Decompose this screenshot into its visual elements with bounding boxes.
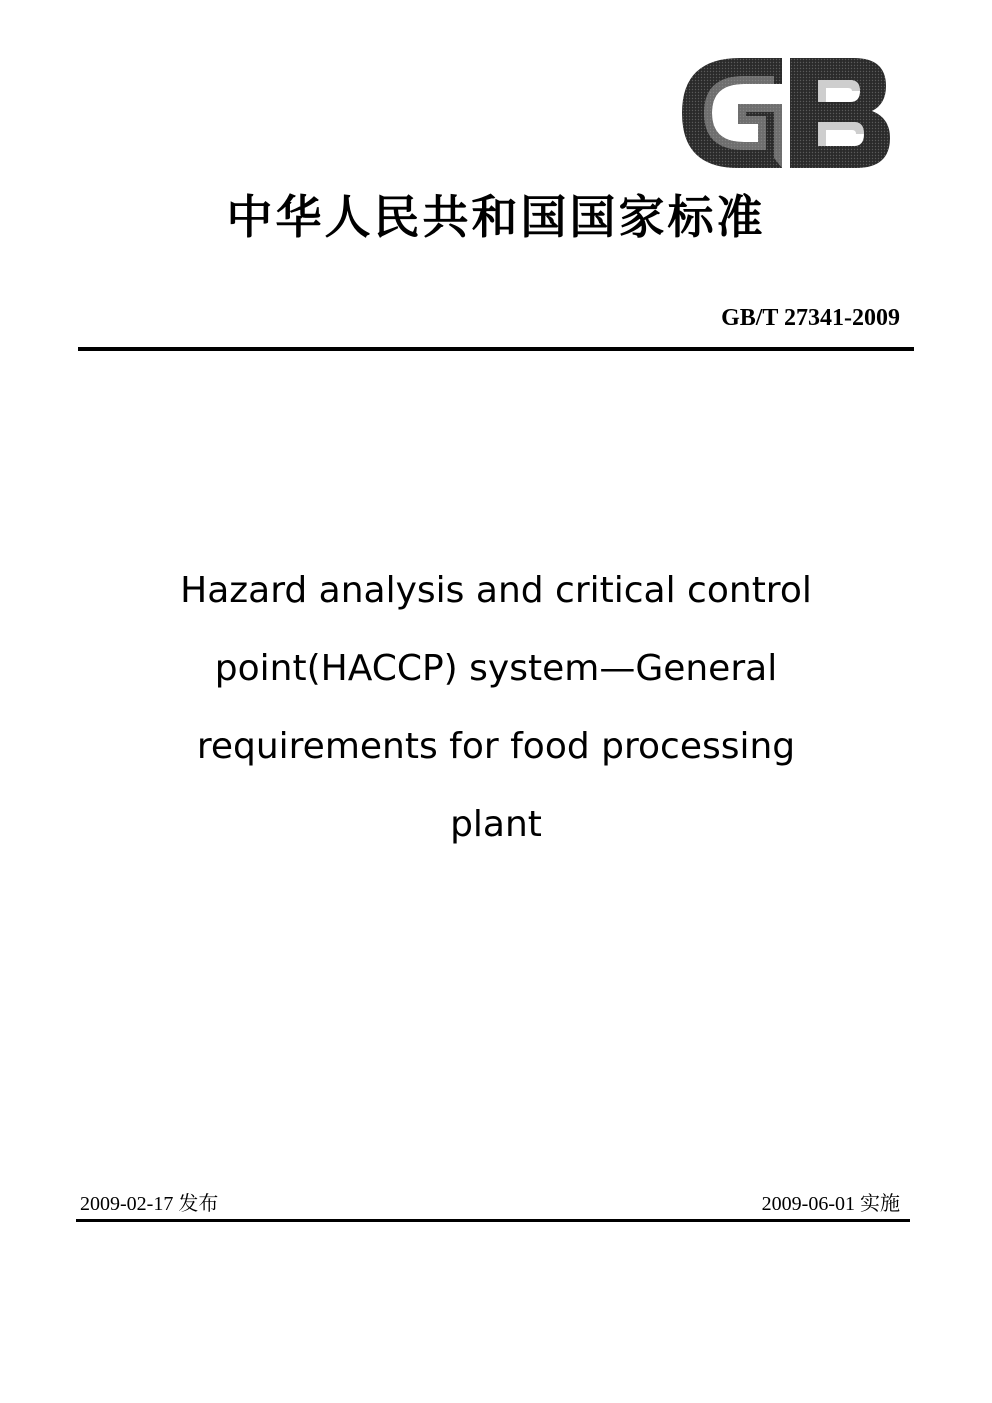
- document-title-line: plant: [450, 804, 542, 845]
- gb-logo-g: [682, 58, 782, 168]
- issued-date: 2009-02-17: [80, 1193, 174, 1215]
- footer-divider: [76, 1219, 910, 1222]
- effective-date: 2009-06-01: [761, 1193, 855, 1215]
- document-title: [110, 552, 882, 864]
- gb-logo: [682, 58, 890, 168]
- document-title-line: point(HACCP) system—General: [214, 648, 778, 689]
- document-title-line: requirements for food processing: [196, 726, 796, 767]
- effective-date-block: [762, 1190, 900, 1217]
- effective-label: 实施: [860, 1191, 900, 1215]
- header-divider: [78, 347, 914, 351]
- issued-label: 发布: [178, 1191, 219, 1215]
- standard-number: GB/T 27341-2009: [721, 305, 900, 331]
- gb-logo-b: [790, 58, 890, 168]
- issued-date-block: [80, 1190, 218, 1217]
- org-title: 中华人民共和国国家标准: [226, 190, 766, 244]
- document-title-line: Hazard analysis and critical control: [180, 570, 812, 611]
